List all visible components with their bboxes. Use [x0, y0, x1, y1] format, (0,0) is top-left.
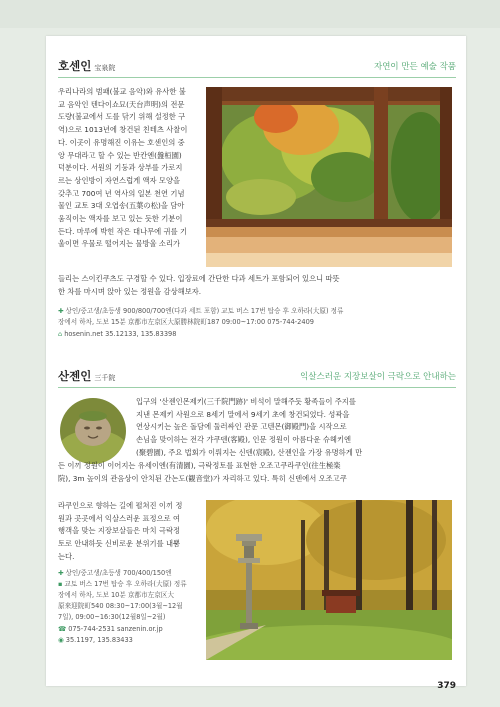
- info-text: 장에서 하차, 도보 10분 京都市左京区大: [58, 591, 174, 599]
- sanzenin-info-transport-cont: [58, 590, 174, 601]
- section-title-korean: 호센인: [58, 59, 92, 73]
- paragraph-line: 교 음악인 텐다이쇼묘(天台声明)의 전문: [58, 99, 185, 109]
- section-tagline: 익살스러운 지장보살이 극락으로 안내하는: [300, 372, 456, 382]
- paragraph-line: 든다. 마루에 박힌 작은 대나무에 귀를 기: [58, 226, 188, 236]
- sanzenin-description-narrow: [58, 500, 204, 564]
- phone-icon: ☎: [58, 625, 67, 633]
- section-divider: [58, 77, 456, 78]
- paragraph-line: 울이면 우물로 떨어지는 물방울 소리가: [58, 239, 181, 249]
- info-text: 장에서 하차, 도보 15분 京都市左京区大原勝林院町187 09:00~17:00 075-744-2409: [58, 318, 314, 326]
- sanzenin-info-coords: [58, 635, 133, 646]
- section-title: [58, 368, 115, 384]
- section-title-korean: 산젠인: [58, 369, 92, 383]
- sanzenin-description-wide: [58, 460, 456, 485]
- paragraph-line: 우리나라의 범패(불교 음악)와 유사한 불: [58, 87, 186, 96]
- section-header-sanzenin: [58, 368, 456, 386]
- paragraph-line: 토로 안내하듯 신비로운 분위기를 내뿜: [58, 539, 181, 549]
- paragraph-line: 라쿠인으로 향하는 길에 펼쳐진 이끼 정: [58, 501, 183, 510]
- sanzenin-info-fees: [58, 568, 172, 579]
- section-title: [58, 58, 115, 74]
- section-header-hosenin: [58, 58, 456, 76]
- home-icon: ⌂: [58, 330, 63, 338]
- paragraph-line: 덕분이다. 서원의 기둥과 상부를 가로지: [58, 163, 183, 173]
- hosenin-info-fees-transport: [58, 306, 343, 317]
- info-text: hosenin.net 35.12133, 135.83398: [64, 330, 177, 338]
- sanzenin-description-top: [136, 396, 456, 460]
- paragraph-line: 움직이는 액자를 보고 있는 듯한 기분이: [58, 214, 183, 224]
- paragraph-line: 입구의 '산젠인몬제키(三千院門跡)' 비석이 말해주듯 황족들이 주지를: [136, 397, 356, 406]
- hosenin-description-narrow: [58, 86, 204, 251]
- section-divider: [58, 387, 456, 388]
- section-tagline: 자연이 만든 예술 작품: [373, 62, 456, 72]
- paragraph-line: 르는 상인방이 자연스럽게 액자 모양을: [58, 175, 181, 185]
- section-title-hanja: 三千院: [94, 374, 116, 382]
- info-text: 075-744-2531 sanzenin.or.jp: [68, 625, 163, 633]
- paragraph-line: 는다.: [58, 551, 75, 561]
- paragraph-line: 도량(불교에서 도를 닦기 위해 설정한 구: [58, 112, 186, 122]
- hosenin-info-web-coords: [58, 329, 176, 340]
- jizo-statue-photo: [60, 398, 126, 464]
- info-text: 교토 버스 17번 탑승 후 오하라(大原) 정류: [64, 580, 187, 588]
- ticket-icon: ✚: [58, 569, 64, 577]
- sanzenin-info-hours-cont: [58, 612, 165, 623]
- sanzenin-info-phone-web: [58, 624, 163, 635]
- paragraph-line: (聚碧園), 주요 법회가 이뤄지는 신덴(宸殿), 산젠인을 가장 유명하게 만: [136, 447, 363, 457]
- paragraph-line: 원과 곳곳에서 익살스러운 표정으로 여: [58, 513, 181, 523]
- paragraph-line: 앙 무대라고 할 수 있는 반칸엔(盤桓園): [58, 150, 182, 160]
- map-pin-icon: ◉: [58, 636, 64, 644]
- paragraph-line: 행객을 맞는 지장보살들은 마치 극락정: [58, 526, 181, 536]
- paragraph-line: 들리는 스이킨쿠츠도 구경할 수 있다. 입장료에 간단한 다과 세트가 포함되어 있으니 따뜻: [58, 274, 340, 283]
- guidebook-page: [46, 36, 466, 686]
- hosenin-info-address-hours: [58, 317, 314, 328]
- info-text: 原来迎院町540 08:30~17:00(3월~12월: [58, 602, 183, 610]
- paragraph-line: 연상시키는 높은 돌담에 둘러싸인 관문 고텐몬(御殿門)을 시작으로: [136, 422, 347, 432]
- paragraph-line: 손님을 맞이하는 전각 갸쿠덴(客殿), 인문 정원이 아름다운 슈헤키엔: [136, 435, 352, 445]
- page-number: 379: [437, 681, 456, 691]
- hosenin-garden-photo: [206, 87, 452, 267]
- sanzenin-info-transport: [58, 579, 187, 590]
- paragraph-line: 갖추고 700여 년 역사의 일본 천연 기념: [58, 188, 185, 198]
- info-text: 상인/중고생/초등생 700/400/150엔: [65, 569, 172, 577]
- paragraph-line: 한 차를 마시며 앉아 있는 정원을 감상해보자.: [58, 286, 202, 296]
- paragraph-line: 지낸 몬제키 사원으로 8세기 말에서 9세기 초에 창건되었다. 성곽을: [136, 409, 350, 419]
- sanzenin-info-address-hours: [58, 601, 183, 612]
- info-text: 상인/중고생/초등생 900/800/700엔(다과 세트 포함) 교토 버스 17번 탑승 후 오하라(大原) 정류: [65, 307, 344, 315]
- background-strip: [0, 0, 500, 28]
- info-text: 35.1197, 135.83433: [65, 636, 133, 644]
- bus-icon: ▪: [58, 580, 63, 588]
- paragraph-line: 다. 이곳이 유명해진 이유는 호센인의 중: [58, 137, 185, 147]
- paragraph-line: 院), 3m 높이의 관음상이 안치된 간논도(観音堂)가 자리하고 있다. 특히 신덴에서 오조고쿠: [58, 473, 347, 483]
- ticket-icon: ✚: [58, 307, 64, 315]
- paragraph-line: 든 이끼 정원이 이어지는 유세이엔(有清園), 극락정토를 표현한 오조고쿠라쿠인(往生極楽: [58, 461, 341, 470]
- sanzenin-moss-garden-photo: [206, 500, 452, 660]
- paragraph-line: 물인 교토 3대 오엽송(五葉の松)을 담아: [58, 201, 185, 211]
- paragraph-line: 역)으로 1013년에 창건된 친테츠 사찰이: [58, 125, 188, 135]
- section-title-hanja: 宝泉院: [94, 64, 116, 72]
- info-text: 7일), 09:00~16:30(12월8일~2월): [58, 613, 166, 621]
- hosenin-description-wide: [58, 273, 456, 298]
